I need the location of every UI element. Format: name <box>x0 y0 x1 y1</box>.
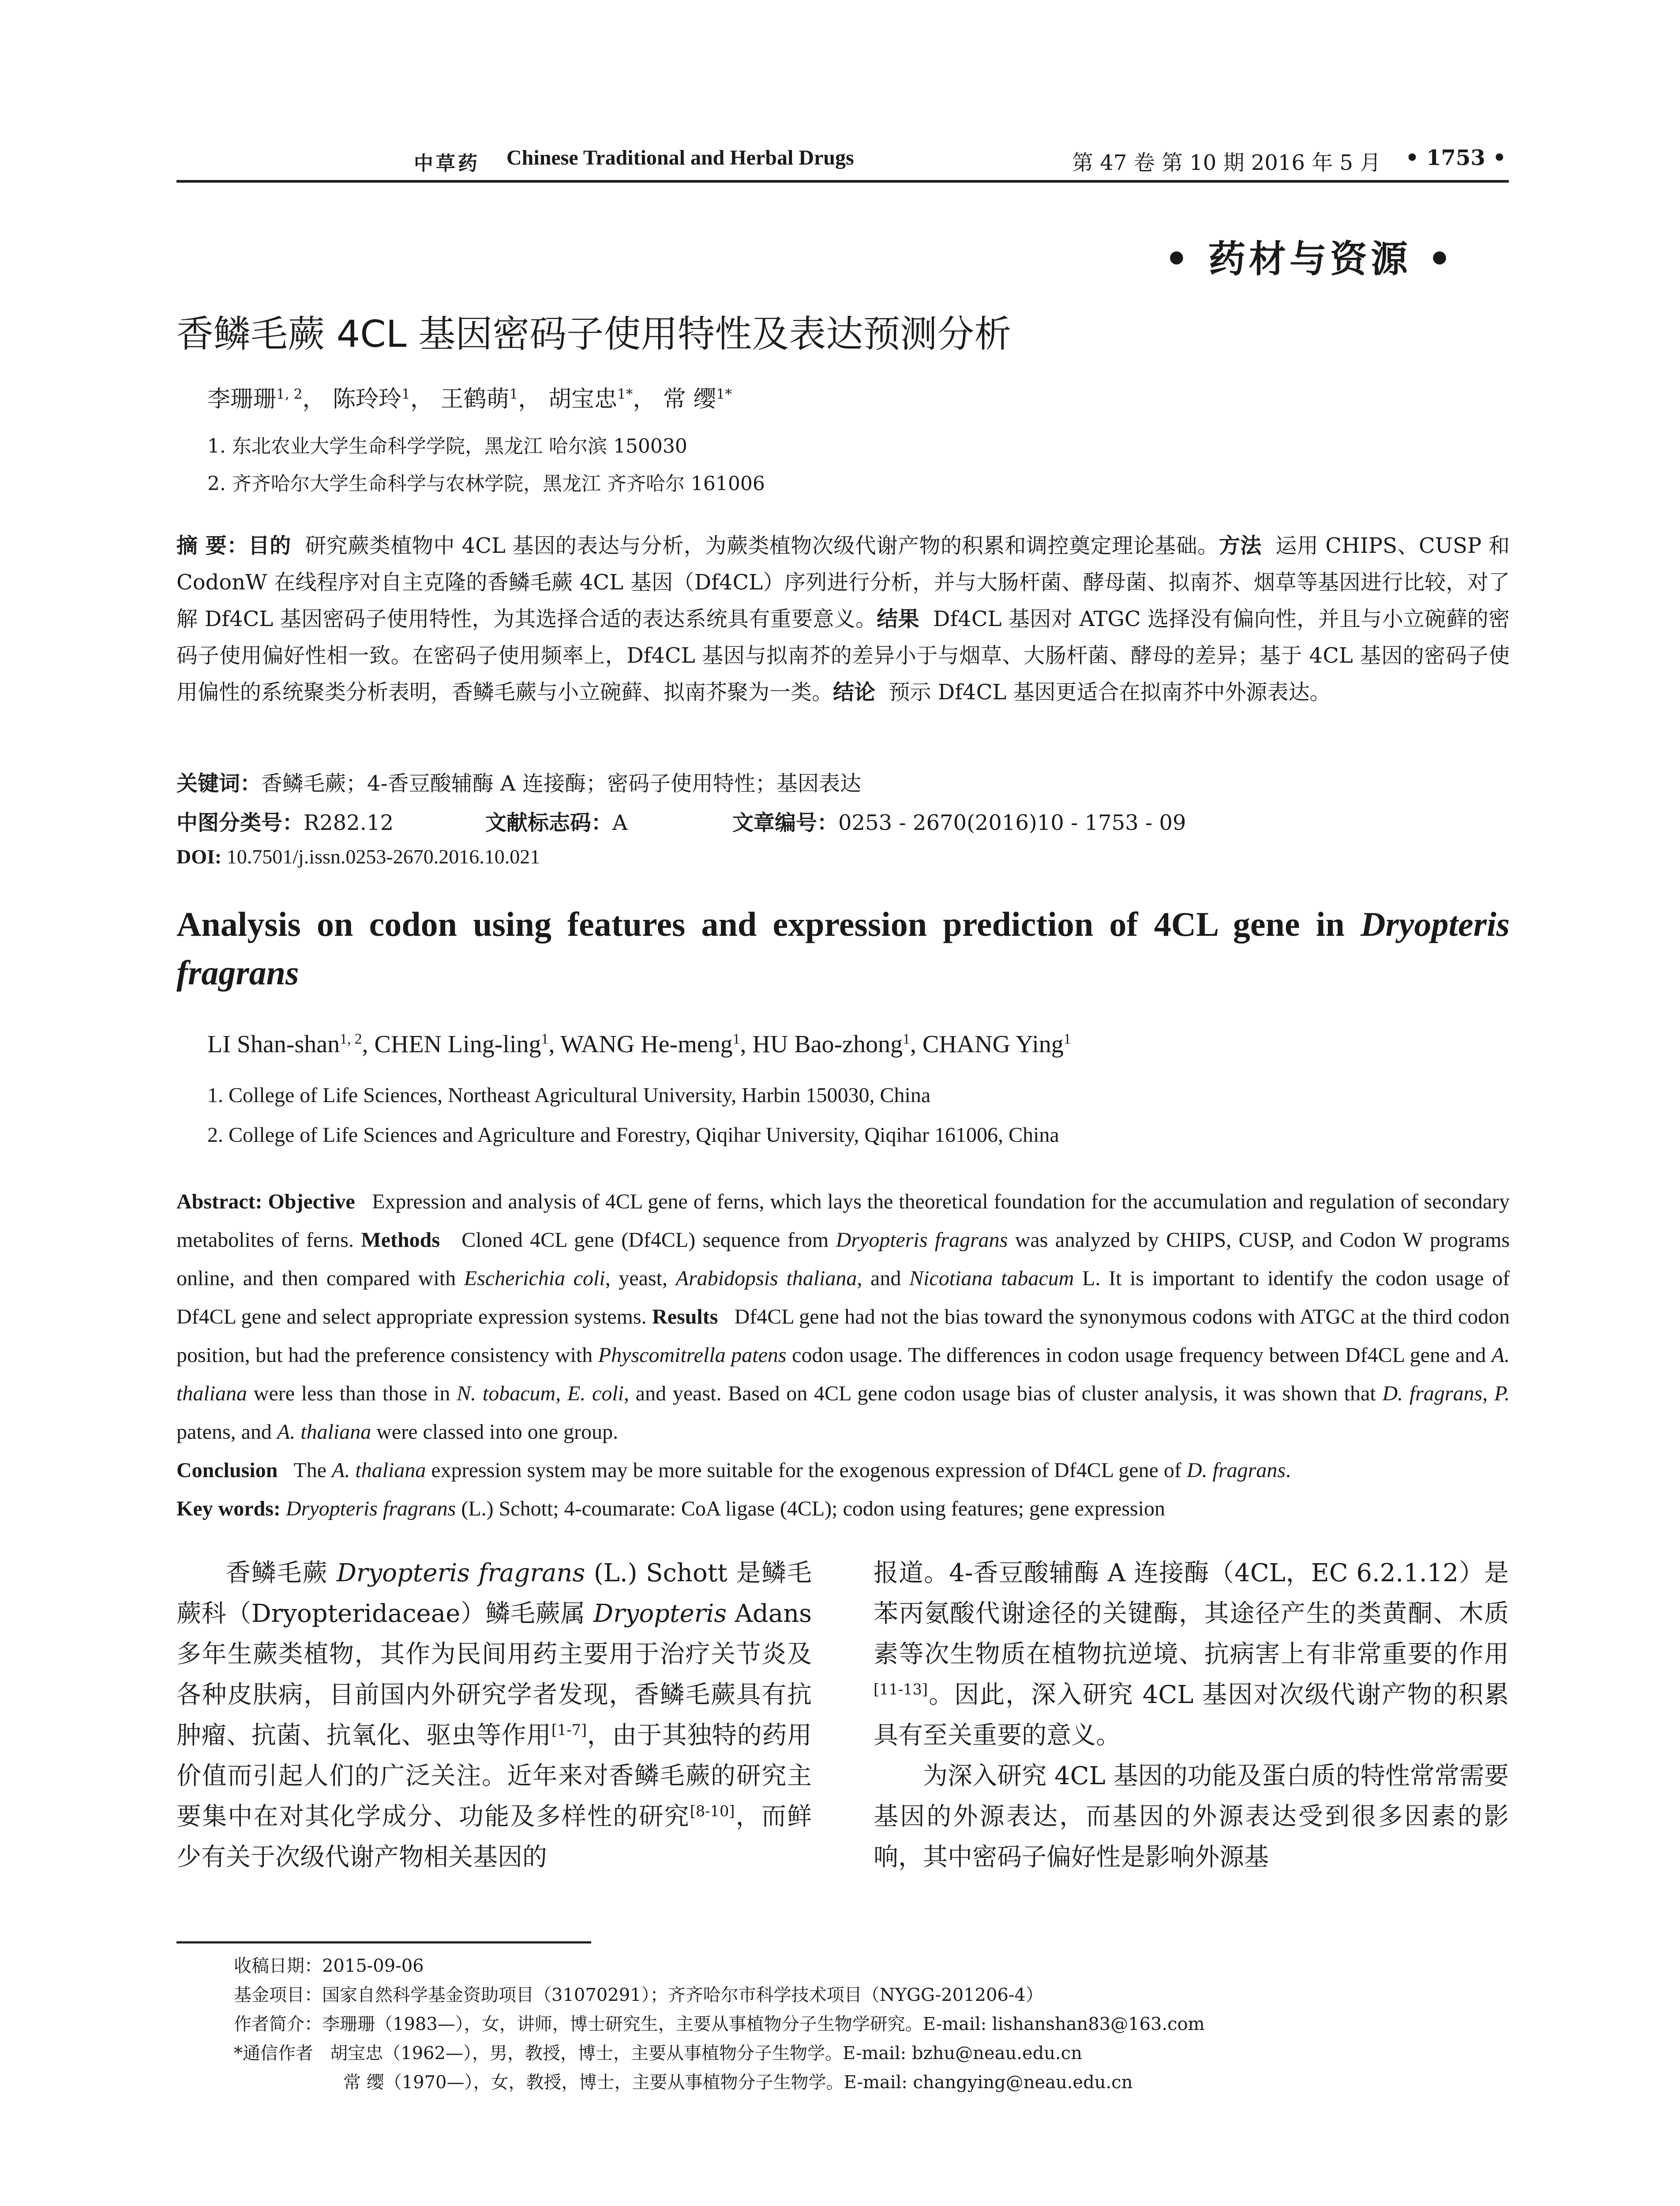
chinese-keywords <box>176 766 861 797</box>
body-paragraph <box>874 1553 1509 1756</box>
species-name: Nicotiana tabacum <box>909 1267 1074 1290</box>
results-text: patens, and <box>176 1420 272 1444</box>
species-name: N. tobacum <box>457 1382 556 1405</box>
methods-text: L. It is important to identify the codon usage of Df4CL gene and select appropriate expression systems. <box>176 1267 1510 1328</box>
doc-code-value: A <box>612 810 628 835</box>
footnote-corresponding-1 <box>234 2039 1205 2068</box>
objective-text: 研究蕨类植物中 4CL 基因的表达与分析，为蕨类植物次级代谢产物的积累和调控奠定理论基础。 <box>305 533 1219 558</box>
methods-text: Cloned 4CL gene (Df4CL) sequence from <box>461 1228 829 1252</box>
author-affil-mark: 1* <box>716 386 732 402</box>
species-name: A. thaliana <box>332 1459 426 1482</box>
journal-logo: 中草药 <box>414 152 480 175</box>
article-no-value: 0253 - 2670(2016)10 - 1753 - 09 <box>838 810 1186 835</box>
page-number: • 1753 • <box>1405 146 1506 170</box>
citation-ref[interactable]: [8-10] <box>690 1802 735 1820</box>
author-separator: ， <box>633 386 656 413</box>
citation-ref[interactable]: [11-13] <box>874 1681 928 1698</box>
species-name: Dryopteris fragrans <box>836 1228 1008 1252</box>
conclusion-text: 预示 Df4CL 基因更适合在拟南芥中外源表达。 <box>889 680 1331 705</box>
doc-code-label: 文献标志码： <box>485 810 613 835</box>
body-text: 香鳞毛蕨 <box>226 1559 328 1587</box>
results-text: Df4CL 基因对 ATGC 选择没有偏向性，并且与小立碗藓的密码子使用偏好性相一致。在密码子使用频率上，Df4CL 基因与拟南芥的差异小于与烟草、大肠杆菌、酵母的差异；基于 4CL 基因的密码子使用偏性的系统聚类分析表明，香鳞毛蕨与小立碗藓、拟南芥聚为一类。 <box>176 607 1510 705</box>
species-name: Dryopteris <box>593 1599 727 1628</box>
citation-ref[interactable]: [1-7] <box>551 1721 587 1739</box>
chinese-affiliation-2: 2. 齐齐哈尔大学生命科学与农林学院，黑龙江 齐齐哈尔 161006 <box>207 473 765 495</box>
conclusion-label: Conclusion <box>176 1459 278 1482</box>
section-tag: • 药材与资源 • <box>1165 237 1455 281</box>
methods-label: Methods <box>361 1228 440 1252</box>
author-name: 李珊珊 <box>207 386 277 413</box>
results-text: were less than those in <box>253 1382 450 1405</box>
species-name: A. thaliana <box>176 1343 1510 1405</box>
keywords-text: (L.) Schott; 4-coumarate: CoA ligase (4CL); codon using features; gene expression <box>461 1497 1165 1520</box>
author-separator: ， <box>518 386 541 413</box>
abstract-label: Abstract: <box>176 1190 262 1213</box>
article-no-label: 文章编号： <box>732 810 839 835</box>
chinese-authors <box>207 380 732 413</box>
chinese-affiliation-1: 1. 东北农业大学生命科学学院，黑龙江 哈尔滨 150030 <box>207 435 687 458</box>
methods-text: , yeast, <box>605 1267 668 1290</box>
chinese-abstract <box>176 528 1510 711</box>
author-name: CHEN Ling-ling <box>374 1031 541 1058</box>
body-text: 为深入研究 4CL 基因的功能及蛋白质的特性常常需要基因的外源表达，而基因的外源表达受到很多因素的影响，其中密码子偏好性是影响外源基 <box>874 1762 1509 1872</box>
running-header <box>176 139 1509 183</box>
results-label: Results <box>652 1305 718 1328</box>
doi-line <box>176 845 540 868</box>
author-separator: ， <box>410 386 433 413</box>
author-name: 常 缨 <box>663 386 716 413</box>
author-affil-mark: 1, 2 <box>276 386 303 402</box>
footnotes <box>234 1951 1205 2097</box>
doi-link[interactable]: 10.7501/j.issn.0253-2670.2016.10.021 <box>226 845 540 868</box>
author-affil-mark: 1 <box>903 1031 910 1047</box>
species-name: Arabidopsis thaliana <box>675 1267 857 1290</box>
author-name: 胡宝忠 <box>548 386 617 413</box>
species-name: A. thaliana <box>277 1420 371 1444</box>
footnote-corresponding-2: 常 缨（1970—），女，教授，博士，主要从事植物分子生物学。E-mail: changying@neau.edu.cn <box>343 2072 1133 2093</box>
body-text: 。因此，深入研究 4CL 基因对次级代谢产物的积累具有至关重要的意义。 <box>874 1681 1509 1750</box>
body-column-right <box>874 1553 1509 1878</box>
footnote-divider <box>176 1941 591 1943</box>
english-title <box>176 900 1510 997</box>
author-separator: ， <box>302 386 326 413</box>
corresponding-author: 胡宝忠（1962—），男，教授，博士，主要从事植物分子生物学。E-mail: bzhu@neau.edu.cn <box>330 2043 1082 2063</box>
author-affil-mark: 1 <box>732 1031 740 1047</box>
journal-name: Chinese Traditional and Herbal Drugs <box>506 146 854 169</box>
species-name: P. <box>1494 1382 1510 1405</box>
body-text: ，而鲜少有关于次级代谢产物相关基因的 <box>176 1802 812 1872</box>
methods-label: 方法 <box>1219 533 1262 558</box>
species-name: Dryopteris fragrans <box>285 1497 456 1520</box>
objective-text: Expression and analysis of 4CL gene of ferns, which lays the theoretical foundation for the accumulation and regulation of secondary metabolites of ferns. <box>176 1190 1510 1252</box>
conclusion-text: . <box>1285 1459 1291 1482</box>
species-name: D. fragrans <box>1186 1459 1286 1482</box>
footnote-received: 收稿日期：2015-09-06 <box>234 1956 424 1976</box>
conclusion-text: The <box>293 1459 327 1482</box>
results-text: codon usage. The differences in codon usage frequency between Df4CL gene and <box>792 1343 1486 1367</box>
results-text: , <box>555 1382 561 1405</box>
abstract-label: 摘 要： <box>176 533 248 558</box>
body-paragraph <box>874 1756 1509 1878</box>
keywords-text: 香鳞毛蕨；4-香豆酸辅酶 A 连接酶；密码子使用特性；基因表达 <box>261 771 861 796</box>
author-name: 陈玲玲 <box>333 386 402 413</box>
classification-line <box>176 806 1186 836</box>
body-paragraph <box>176 1553 812 1878</box>
english-title-main: Analysis on codon using features and expression prediction of 4CL gene in <box>176 905 1345 943</box>
conclusion-label: 结论 <box>833 680 876 705</box>
clc-label: 中图分类号： <box>176 810 304 835</box>
conclusion-text: expression system may be more suitable for the exogenous expression of Df4CL gene of <box>431 1459 1181 1482</box>
keywords-label: Key words: <box>176 1497 281 1520</box>
footnote-fund: 基金项目：国家自然科学基金资助项目（31070291）；齐齐哈尔市科学技术项目（NYGG-201206-4） <box>234 1985 1043 2005</box>
author-name: CHANG Ying <box>922 1031 1064 1058</box>
methods-text: , and <box>857 1267 901 1290</box>
species-name: E. coli <box>567 1382 624 1405</box>
issue-info: 第 47 卷 第 10 期 2016 年 5 月 <box>1072 150 1381 175</box>
results-text: , and yeast. Based on 4CL gene codon usage bias of cluster analysis, it was shown that <box>624 1382 1376 1405</box>
author-name: 王鹤萌 <box>440 386 510 413</box>
results-text: Df4CL gene had not the bias toward the synonymous codons with ATGC at the third codon position, but had the preference consistency with <box>176 1305 1510 1367</box>
methods-text: 运用 CHIPS、CUSP 和 CodonW 在线程序对自主克隆的香鳞毛蕨 4CL 基因（Df4CL）序列进行分析，并与大肠杆菌、酵母菌、拟南芥、烟草等基因进行比较，对了解 Df4CL 基因密码子使用特性，为其选择合适的表达系统具有重要意义。 <box>176 533 1510 631</box>
english-authors: LI Shan-shan$^{1, 2}$, CHEN Ling-ling$^1$, WANG He-meng$^1$, HU Bao-zhong$^1$, CHANG Ying$^1$ <box>207 1031 1071 1058</box>
doi-label: DOI: <box>176 845 222 868</box>
author-name: WANG He-meng <box>560 1031 733 1058</box>
english-affiliation-2: 2. College of Life Sciences and Agriculture and Forestry, Qiqihar University, Qiqihar 161006, China <box>207 1123 1059 1147</box>
body-text: Adans 多年生蕨类植物，其作为民间用药主要用于治疗关节炎及各种皮肤病，目前国内外研究学者发现，香鳞毛蕨具有抗肿瘤、抗菌、抗氧化、驱虫等作用 <box>176 1599 812 1750</box>
species-name: D. fragrans <box>1382 1382 1483 1405</box>
results-text: were classed into one group. <box>376 1420 619 1444</box>
english-abstract <box>176 1182 1510 1528</box>
species-name: Escherichia coli <box>464 1267 605 1290</box>
corresponding-label: *通信作者 <box>234 2043 313 2063</box>
body-text: 报道。4-香豆酸辅酶 A 连接酶（4CL，EC 6.2.1.12）是苯丙氨酸代谢途径的关键酶，其途径产生的类黄酮、木质素等次生物质在植物抗逆境、抗病害上有非常重要的作用 <box>874 1559 1509 1669</box>
body-text: ，由于其独特的药用价值而引起人们的广泛关注。近年来对香鳞毛蕨的研究主要集中在对其化学成分、功能及多样性的研究 <box>176 1721 812 1831</box>
footnote-author-intro: 作者简介：李珊珊（1983—），女，讲师，博士研究生，主要从事植物分子生物学研究。E-mail: lishanshan83@163.com <box>234 2014 1205 2034</box>
body-text: (L.) Schott 是鳞毛蕨科（Dryopteridaceae）鳞毛蕨属 <box>176 1559 812 1628</box>
author-affil-mark: 1 <box>1063 1031 1071 1047</box>
author-affil-mark: 1* <box>617 386 633 402</box>
author-affil-mark: 1 <box>541 1031 549 1047</box>
objective-label: Objective <box>268 1190 355 1213</box>
author-affil-mark: 1 <box>401 386 410 402</box>
author-affil-mark: 1 <box>509 386 518 402</box>
author-name: LI Shan-shan <box>207 1031 340 1058</box>
body-column-left <box>176 1553 812 1878</box>
keywords-label: 关键词： <box>176 771 262 796</box>
species-name: Dryopteris fragrans <box>336 1559 585 1587</box>
results-text: , <box>1482 1382 1488 1405</box>
results-label: 结果 <box>877 607 919 631</box>
methods-text: was analyzed by CHIPS, CUSP, and Codon W programs online, and then compared with <box>176 1228 1510 1290</box>
english-affiliation-1: 1. College of Life Sciences, Northeast Agricultural University, Harbin 150030, China <box>207 1084 931 1107</box>
clc-value: R282.12 <box>304 810 394 835</box>
author-name: HU Bao-zhong <box>752 1031 903 1058</box>
english-title-species: Dryopteris fragrans <box>176 905 1510 992</box>
species-name: Physcomitrella patens <box>598 1343 787 1367</box>
chinese-title: 香鳞毛蕨 4CL 基因密码子使用特性及表达预测分析 <box>176 312 1012 356</box>
objective-label: 目的 <box>248 533 291 558</box>
author-affil-mark: 1, 2 <box>340 1031 362 1047</box>
